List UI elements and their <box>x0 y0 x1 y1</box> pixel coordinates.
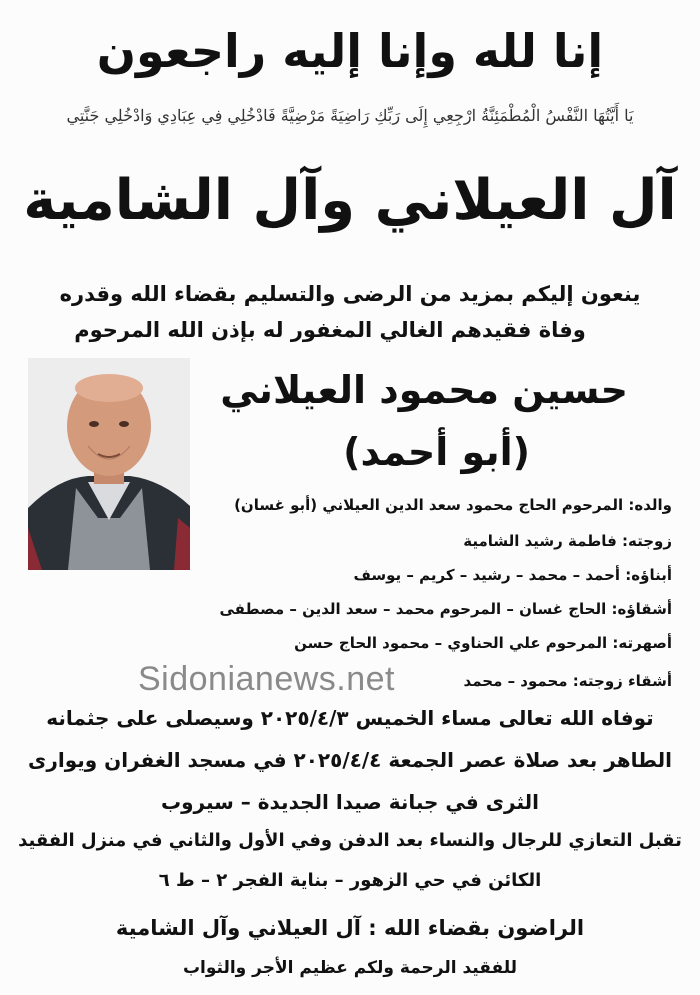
condolences-line-1: تقبل التعازي للرجال والنساء بعد الدفن وفي الأول والثاني في منزل الفقيد <box>18 830 682 851</box>
footer-families: الراضون بقضاء الله : آل العيلاني وآل الشامية <box>115 916 585 940</box>
relative-label: أصهرته: <box>612 634 672 652</box>
relative-father <box>234 496 672 514</box>
relative-brothers <box>220 600 673 618</box>
deceased-photo <box>28 358 190 570</box>
relative-value: فاطمة رشيد الشامية <box>463 532 617 550</box>
relative-label: أشقاء زوجته: <box>572 672 672 690</box>
relative-value: أحمد – محمد – رشيد – كريم – يوسف <box>353 566 621 584</box>
relative-in-laws <box>294 634 672 652</box>
death-details-line-2: الطاهر بعد صلاة عصر الجمعة ٢٠٢٥/٤/٤ في مسجد الغفران ويوارى <box>28 748 672 772</box>
death-details-line-1: توفاه الله تعالى مساء الخميس ٢٠٢٥/٤/٣ وسيصلى على جثمانه <box>46 706 654 730</box>
quran-phrase-title: إنا لله وإنا إليه راجعون <box>96 24 604 78</box>
relative-label: أشقاؤه: <box>611 600 672 618</box>
relative-label: زوجته: <box>622 532 672 550</box>
relative-value: المرحوم علي الحناوي – محمود الحاج حسن <box>294 634 608 652</box>
relative-value: المرحوم الحاج محمود سعد الدين العيلاني (أبو غسان) <box>234 496 624 514</box>
quran-verse: يَا أَيَّتُهَا النَّفْسُ الْمُطْمَئِنَّةُ ارْجِعِي إِلَى رَبِّكِ رَاضِيَةً مَرْضِيَّةً فَادْخُلِي فِي عِبَادِي وَادْخُلِي جَنَّتِي <box>66 106 634 125</box>
announcement-line-1: ينعون إليكم بمزيد من الرضى والتسليم بقضاء الله وقدره <box>59 282 641 306</box>
relative-label: والده: <box>628 496 672 514</box>
relative-children <box>354 566 673 584</box>
deceased-nickname: (أبو أحمد) <box>343 430 530 474</box>
announcement-line-2: وفاة فقيدهم الغالي المغفور له بإذن الله المرحوم <box>74 318 586 342</box>
relative-wife <box>463 532 672 550</box>
families-heading: آل العيلاني وآل الشامية <box>23 168 677 233</box>
relative-value: الحاج غسان – المرحوم محمد – سعد الدين – مصطفى <box>219 600 607 618</box>
relative-wife-siblings <box>464 672 672 690</box>
relative-label: أبناؤه: <box>625 566 672 584</box>
footer-prayer: للفقيد الرحمة ولكم عظيم الأجر والثواب <box>182 958 518 978</box>
deceased-name: حسين محمود العيلاني <box>220 368 628 412</box>
relative-value: محمود – محمد <box>463 672 568 690</box>
death-details-line-3: الثرى في جبانة صيدا الجديدة – سيروب <box>160 790 540 814</box>
site-watermark: Sidonianews.net <box>138 660 396 698</box>
condolences-line-2: الكائن في حي الزهور – بناية الفجر ٢ – ط ٦ <box>158 870 542 891</box>
